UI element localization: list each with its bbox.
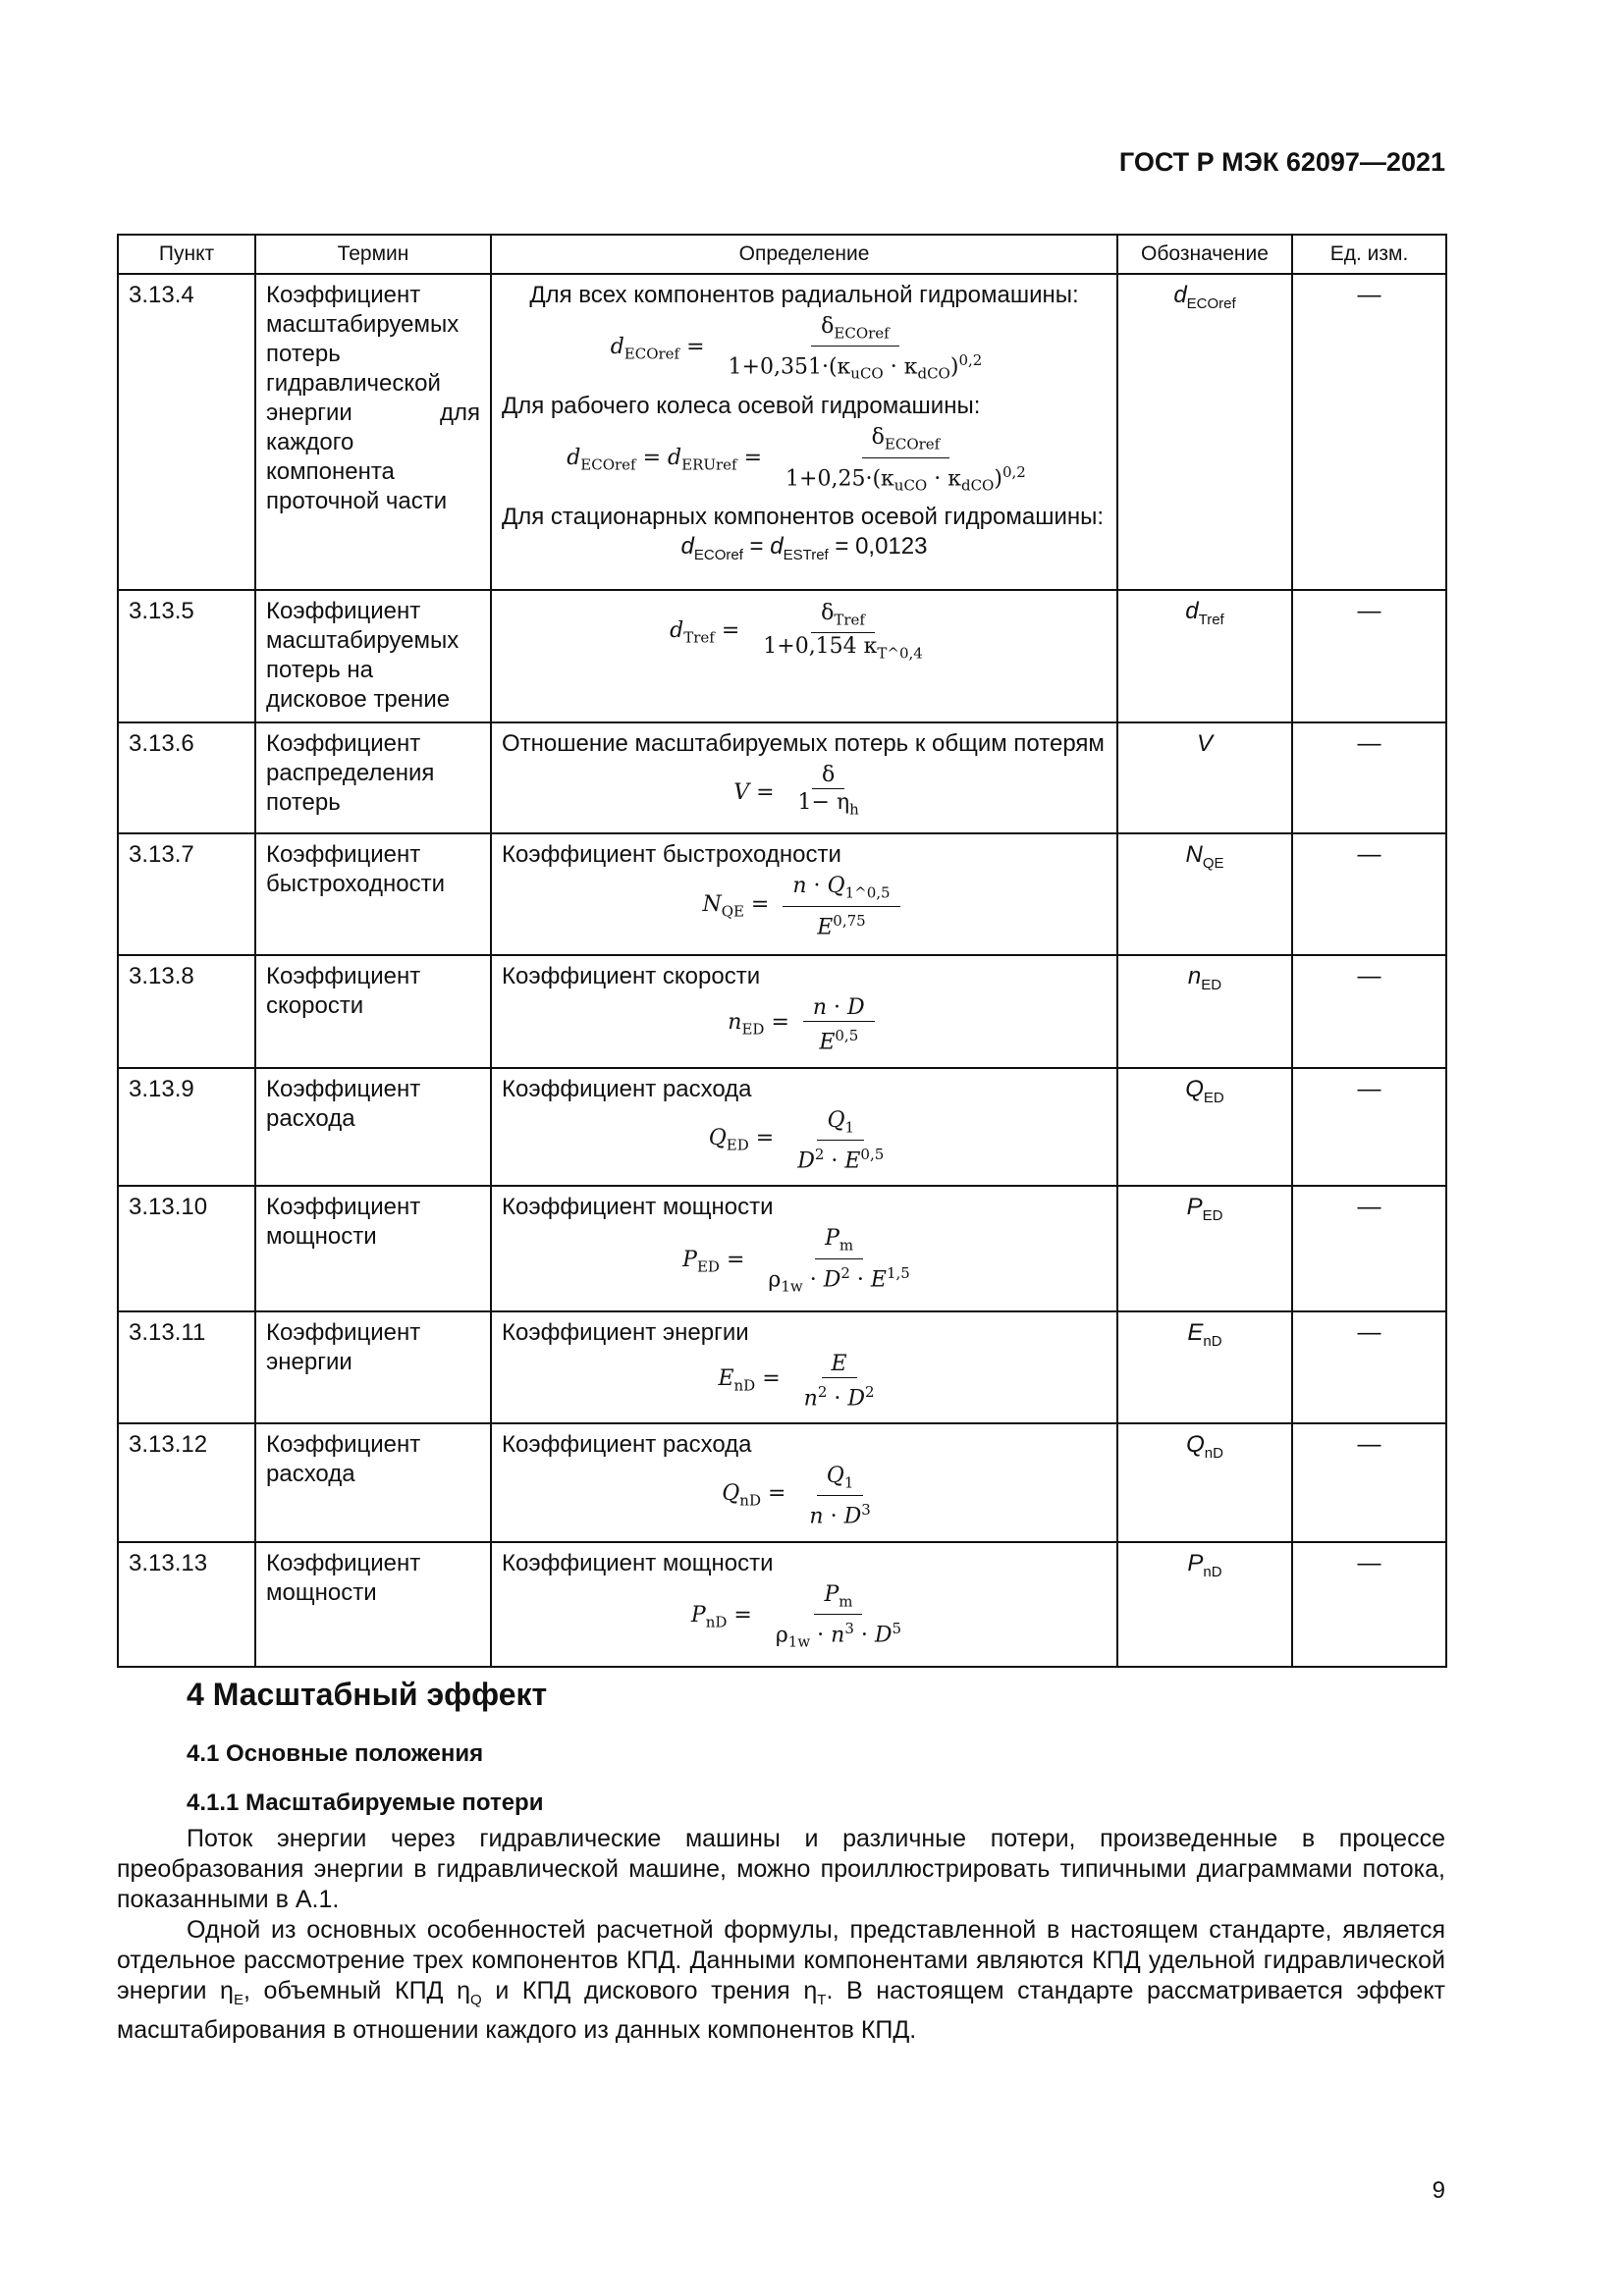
- term: Коэффициент расхода: [255, 1068, 491, 1187]
- symbol: $d_{Tref}$: [1117, 590, 1292, 722]
- term: Коэффициент распределения потерь: [255, 722, 491, 833]
- formula-denominator: E$^{0,75}$: [817, 911, 866, 940]
- item-number: 3.13.11: [118, 1311, 255, 1423]
- formula-denominator: $D^2 \cdot E^{0,5}$: [797, 1146, 885, 1174]
- formula-numerator: $Q_1$: [817, 1464, 864, 1496]
- formula-numerator: $P_m$: [814, 1582, 862, 1615]
- symbol: $N_{QE}$: [1117, 833, 1292, 955]
- unit: —: [1292, 274, 1446, 590]
- term: Коэффициент масштабируемых потерь гидравлической энергии для каждого компонента проточной части: [255, 274, 491, 590]
- formula-lhs: $P_{ED}$ =: [682, 1247, 745, 1276]
- col-header-unit: Ед. изм.: [1292, 235, 1446, 274]
- col-header-term: Термин: [255, 235, 491, 274]
- col-header-definition: Определение: [491, 235, 1117, 274]
- table-row: [118, 722, 1446, 833]
- term: Коэффициент расхода: [255, 1423, 491, 1542]
- subsubsection-heading: 4.1.1 Масштабируемые потери: [187, 1789, 544, 1816]
- symbol: $d_{ECOref}$: [1117, 274, 1292, 590]
- definition-text: Отношение масштабируемых потерь к общим потерям: [502, 730, 1105, 757]
- definition: [491, 1542, 1117, 1667]
- formula-denominator: $n \cdot D^3$: [809, 1501, 871, 1529]
- unit: —: [1292, 1068, 1446, 1187]
- item-number: 3.13.13: [118, 1542, 255, 1667]
- definition: [491, 722, 1117, 833]
- unit: —: [1292, 1186, 1446, 1310]
- term: Коэффициент скорости: [255, 955, 491, 1067]
- section-heading: 4 Масштабный эффект: [187, 1677, 548, 1712]
- formula: [502, 763, 1107, 823]
- formula-numerator: E: [822, 1352, 857, 1378]
- subsection-heading: 4.1 Основные положения: [187, 1740, 484, 1767]
- formula-denominator: $1+0,351\cdot(\kappa_{uCO} \cdot \kappa_{dCO})^{0,2}$: [728, 351, 983, 384]
- definition-text: Для всех компонентов радиальной гидромашины:: [529, 282, 1079, 308]
- formula-lhs: $P_{nD}$ =: [690, 1602, 752, 1631]
- formula-lhs: $d_{ECOref}$ =: [610, 335, 705, 363]
- formula: [502, 1582, 1107, 1656]
- formula-lhs: $n_{ED}$ =: [728, 1010, 789, 1039]
- definition-text: Коэффициент скорости: [502, 963, 761, 990]
- formula-numerator: $\delta_{Tref}$: [811, 601, 875, 633]
- table-row: [118, 833, 1446, 955]
- definition-text: Коэффициент мощности: [502, 1549, 774, 1576]
- definition-text: Для рабочего колеса осевой гидромашины:: [502, 393, 981, 420]
- symbol: $P_{nD}$: [1117, 1542, 1292, 1667]
- formula-lhs: $Q_{nD}$ =: [722, 1481, 786, 1510]
- definition: [491, 1068, 1117, 1187]
- term: Коэффициент масштабируемых потерь на дисковое трение: [255, 590, 491, 722]
- definition: [491, 1311, 1117, 1423]
- table-row: [118, 590, 1446, 722]
- definition-formula-inline: $d_{ECOref} = d_{ESTref} = 0,0123$: [680, 533, 928, 564]
- item-number: 3.13.12: [118, 1423, 255, 1542]
- formula-denominator: 1+0,154 $\kappa_{T\^{}0,4}$: [763, 634, 923, 663]
- paragraph: Одной из основных особенностей расчетной формулы, представленной в настоящем стандарте, является отдельное рассмотрение трех компонентов КПД. Данными компонентами являются КПД удельной гидравлической энергии $\eta_E$, объемный КПД $\eta_Q$ и КПД дискового трения $\eta_T$. В настоящем стандарте рассматривается эффект масштабирования в отношении каждого из данных компонентов КПД.: [117, 1916, 1445, 2044]
- item-number: 3.13.7: [118, 833, 255, 955]
- term: Коэффициент мощности: [255, 1542, 491, 1667]
- formula: [502, 314, 1107, 388]
- formula-denominator: $1+0,25\cdot(\kappa_{uCO} \cdot \kappa_{dCO})^{0,2}$: [785, 462, 1026, 495]
- table-row: [118, 1311, 1446, 1423]
- item-number: 3.13.9: [118, 1068, 255, 1187]
- term: Коэффициент мощности: [255, 1186, 491, 1310]
- formula: [502, 874, 1107, 941]
- symbol: $Q_{nD}$: [1117, 1423, 1292, 1542]
- definition: [491, 274, 1117, 590]
- definition-text: Коэффициент мощности: [502, 1194, 774, 1221]
- formula-numerator: δ: [812, 763, 844, 789]
- page-number: 9: [1432, 2177, 1445, 2204]
- definition-text: Для стационарных компонентов осевой гидромашины:: [502, 504, 1105, 531]
- document-id: ГОСТ Р МЭК 62097—2021: [1118, 147, 1445, 177]
- item-number: 3.13.10: [118, 1186, 255, 1310]
- table-row: [118, 1423, 1446, 1542]
- formula-lhs: $E_{nD}$ =: [718, 1365, 781, 1394]
- definition: [491, 590, 1117, 722]
- unit: —: [1292, 1311, 1446, 1423]
- col-header-item: Пункт: [118, 235, 255, 274]
- table-header-row: [118, 235, 1446, 274]
- unit: —: [1292, 833, 1446, 955]
- formula-denominator: $1- \eta_h$: [797, 790, 859, 819]
- definition: [491, 833, 1117, 955]
- formula: [502, 995, 1107, 1056]
- formula: [502, 1226, 1107, 1300]
- formula-numerator: $Q_1$: [817, 1108, 864, 1141]
- symbol: $P_{ED}$: [1117, 1186, 1292, 1310]
- formula: [502, 1352, 1107, 1413]
- term: Коэффициент энергии: [255, 1311, 491, 1423]
- table-row: [118, 1186, 1446, 1310]
- formula-numerator: n · D: [803, 995, 875, 1022]
- symbol: $Q_{ED}$: [1117, 1068, 1292, 1187]
- symbol: $E_{nD}$: [1117, 1311, 1292, 1423]
- term: Коэффициент быстроходности: [255, 833, 491, 955]
- table-row: [118, 1068, 1446, 1187]
- definition: [491, 1186, 1117, 1310]
- formula: [502, 1464, 1107, 1531]
- terms-table: [117, 234, 1447, 1668]
- body-text: [117, 1824, 1445, 2046]
- formula-numerator: $P_m$: [815, 1226, 863, 1258]
- formula-denominator: $\rho_{1w} \cdot D^2 \cdot E^{1,5}$: [768, 1263, 910, 1296]
- formula-lhs: V =: [733, 779, 775, 805]
- item-number: 3.13.6: [118, 722, 255, 833]
- formula-lhs: $d_{Tref}$ =: [670, 617, 740, 647]
- formula: [502, 601, 1107, 667]
- symbol: $n_{ED}$: [1117, 955, 1292, 1067]
- formula-numerator: $n \cdot Q_{1\^{}0,5}$: [783, 874, 899, 906]
- table-row: [118, 955, 1446, 1067]
- definition: [491, 1423, 1117, 1542]
- definition-text: Коэффициент энергии: [502, 1318, 749, 1346]
- definition-text: Коэффициент расхода: [502, 1075, 752, 1102]
- formula-lhs: $Q_{ED}$ =: [708, 1125, 775, 1154]
- item-number: 3.13.8: [118, 955, 255, 1067]
- unit: —: [1292, 1542, 1446, 1667]
- formula-denominator: $n^2 \cdot D^2$: [803, 1382, 875, 1411]
- col-header-symbol: Обозначение: [1117, 235, 1292, 274]
- formula-lhs: $N_{QE}$ =: [702, 891, 770, 920]
- item-number: 3.13.5: [118, 590, 255, 722]
- definition-text: Коэффициент быстроходности: [502, 841, 841, 869]
- formula-denominator: $\rho_{1w} \cdot n^3 \cdot D^5$: [775, 1619, 902, 1651]
- table-row: [118, 1542, 1446, 1667]
- unit: —: [1292, 1423, 1446, 1542]
- formula: [502, 1108, 1107, 1176]
- formula-denominator: E$^{0,5}$: [819, 1027, 859, 1055]
- definition-text: Коэффициент расхода: [502, 1430, 752, 1458]
- paragraph: Поток энергии через гидравлические машины и различные потери, произведенные в процессе преобразования энергии в гидравлической машине, можно проиллюстрировать типичными диаграммами потока, показанными в А.1.: [117, 1825, 1445, 1913]
- unit: —: [1292, 722, 1446, 833]
- formula-numerator: $\delta_{ECOref}$: [862, 425, 950, 457]
- formula-lhs: $d_{ECOref} = d_{ERUref}$ =: [567, 446, 763, 474]
- item-number: 3.13.4: [118, 274, 255, 590]
- table-row: [118, 274, 1446, 590]
- unit: —: [1292, 590, 1446, 722]
- formula-numerator: $\delta_{ECOref}$: [811, 314, 899, 347]
- definition: [491, 955, 1117, 1067]
- symbol: V: [1117, 722, 1292, 833]
- formula: [502, 425, 1107, 499]
- unit: —: [1292, 955, 1446, 1067]
